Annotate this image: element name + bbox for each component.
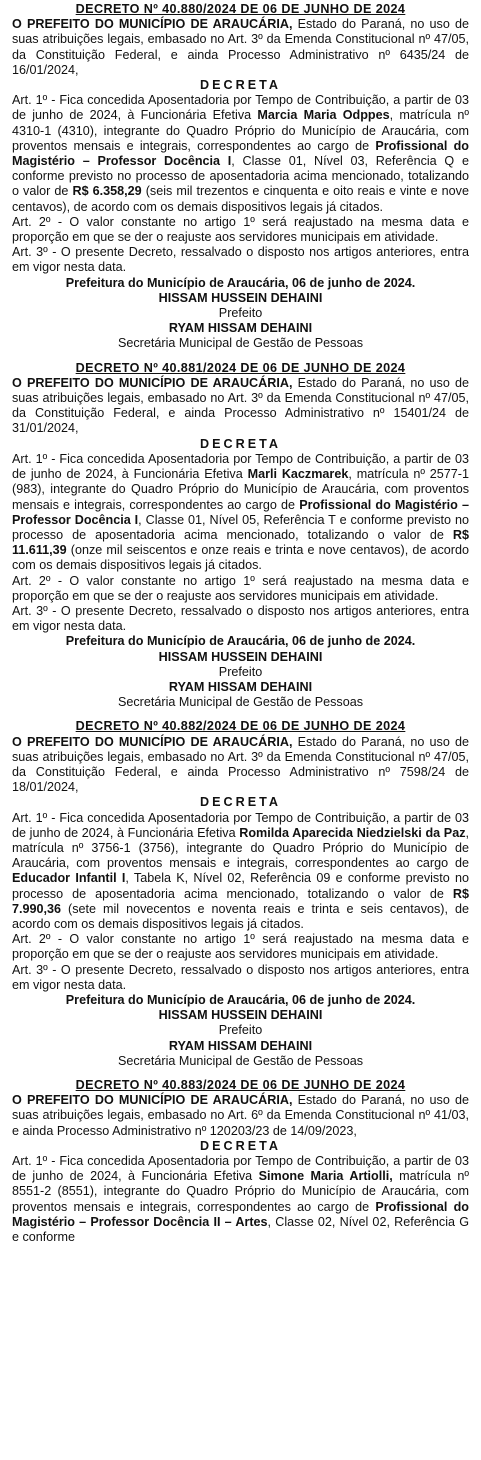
decree-title: DECRETO Nº 40.883/2024 DE 06 DE JUNHO DE 2024 [75,1078,406,1093]
article-1-text: Art. 1º - Fica concedida Aposentadoria por Tempo de Contribuição, a partir de 03 de junho de 2024, à Funcionária Efetiva [12,1154,469,1184]
article-2: Art. 2º - O valor constante no artigo 1º será reajustado na mesma data e proporção em que se der o reajuste aos servidores municipais em atividade. [12,214,469,245]
article-1-highlight: Profissional do Magistério – Professor Docência I [12,497,470,527]
decree-section [12,361,469,711]
article-1-text: matrícula nº 8551-2 (8551), integrante do Quadro Próprio do Município de Araucária, com proventos mensais e integrais, correspondentes ao cargo de [12,1169,469,1214]
article-1 [12,93,469,215]
decree-section [12,719,469,1069]
article-3: Art. 3º - O presente Decreto, ressalvado o disposto nos artigos anteriores, entra em vigor nesta data. [12,245,469,275]
decreta-heading: DECRETA [200,795,281,810]
signer-mayor-role: Prefeito [218,664,263,679]
preamble-authority: O PREFEITO DO MUNICÍPIO DE ARAUCÁRIA, [12,734,293,749]
decreta-heading: DECRETA [200,1138,281,1153]
article-1-highlight: Profissional do Magistério – Professor Docência II – Artes [12,1199,469,1229]
article-1-text: (onze mil seiscentos e onze reais e trinta e nove centavos), de acordo com os demais dispositivos legais já citados. [12,543,469,573]
decreta-heading: DECRETA [200,436,281,451]
place-date: Prefeitura do Município de Araucária, 06 de junho de 2024. [65,275,416,290]
preamble-authority: O PREFEITO DO MUNICÍPIO DE ARAUCÁRIA, [12,17,293,32]
article-1-text: Art. 1º - Fica concedida Aposentadoria por Tempo de Contribuição, a partir de 03 de junho de 2024, à Funcionária Efetiva [12,93,469,123]
article-1-text: (sete mil novecentos e noventa reais e trinta e seis centavos), de acordo com os demais dispositivos legais já citados. [12,901,469,931]
article-1 [12,811,469,933]
signer-mayor: HISSAM HUSSEIN DEHAINI [158,290,323,305]
article-3: Art. 3º - O presente Decreto, ressalvado o disposto nos artigos anteriores, entra em vigor nesta data. [12,603,469,634]
article-1-text: , matrícula nº 2577-1 (983), integrante do Quadro Próprio do Município de Araucária, com proventos mensais e integrais, correspondentes ao cargo de [12,467,470,512]
decree-preamble [12,735,469,796]
decree-preamble [12,1093,469,1139]
article-1-highlight: Profissional do Magistério – Professor Docência I [12,138,469,169]
decree-section [12,1078,469,1245]
preamble-text: Estado do Paraná, no uso de suas atribuições legais, embasado no Art. 6º da Emenda Constitucional nº 41/03, e ainda Processo Administrativo nº 120203/23 de 14/09/2023, [12,1093,470,1138]
article-1-text: , Tabela K, Nível 02, Referência 09 e conforme previsto no processo de aposentadoria acima mencionado, totalizando o valor de [12,871,469,901]
article-1-text: , matrícula nº 4310-1 (4310), integrante do Quadro Próprio do Município de Araucária, com proventos mensais e integrais, correspondentes ao cargo de [12,108,470,153]
article-1-highlight: Marcia Maria Odppes [257,108,390,123]
article-1-text: (seis mil trezentos e cinquenta e oito reais e vinte e nove centavos), de acordo com os demais dispositivos legais já citados. [12,184,469,214]
article-2: Art. 2º - O valor constante no artigo 1º será reajustado na mesma data e proporção em que se der o reajuste aos servidores municipais em atividade. [12,573,469,603]
signer-secretary-role: Secretária Municipal de Gestão de Pessoas [117,336,363,351]
preamble-text: Estado do Paraná, no uso de suas atribuições legais, embasado no Art. 3º da Emenda Constitucional nº 47/05, da Constituição Federal, e ainda Processo Administrativo nº 6435/24 de 16/01/2024, [12,17,470,77]
article-1-text: , matrícula nº 3756-1 (3756), integrante do Quadro Próprio do Município de Araucária, com proventos mensais e integrais, correspondentes ao cargo de [12,825,469,871]
signer-secretary: RYAM HISSAM DEHAINI [168,1038,313,1053]
article-1-highlight: Romilda Aparecida Niedzielski da Paz [239,825,466,840]
place-date: Prefeitura do Município de Araucária, 06 de junho de 2024. [65,993,416,1007]
signer-secretary-role: Secretária Municipal de Gestão de Pessoas [117,1053,363,1068]
place-date: Prefeitura do Município de Araucária, 06 de junho de 2024. [65,634,416,649]
article-1-highlight: R$ 6.358,29 [72,184,142,199]
decreta-heading: DECRETA [200,78,281,93]
article-1-text: Art. 1º - Fica concedida Aposentadoria por Tempo de Contribuição, a partir de 03 de junho de 2024, à Funcionária Efetiva [12,451,469,482]
article-3: Art. 3º - O presente Decreto, ressalvado o disposto nos artigos anteriores, entra em vigor nesta data. [12,962,469,992]
signer-mayor-role: Prefeito [218,1023,263,1038]
signer-secretary: RYAM HISSAM DEHAINI [168,679,313,694]
signer-mayor: HISSAM HUSSEIN DEHAINI [158,649,323,664]
preamble-authority: O PREFEITO DO MUNICÍPIO DE ARAUCÁRIA, [12,375,293,390]
decree-title: DECRETO Nº 40.882/2024 DE 06 DE JUNHO DE 2024 [75,719,406,734]
decree-preamble [12,17,469,78]
preamble-text: Estado do Paraná, no uso de suas atribuições legais, embasado no Art. 3º da Emenda Constitucional nº 47/05, da Constituição Federal, e ainda Processo Administrativo nº 7598/24 de 18/01/2024, [12,734,470,795]
article-1 [12,1154,469,1245]
article-1-highlight: R$ 7.990,36 [12,886,469,916]
decree-title: DECRETO Nº 40.881/2024 DE 06 DE JUNHO DE 2024 [75,360,406,375]
article-1-highlight: Simone Maria Artiolli, [258,1169,393,1184]
article-1 [12,452,469,574]
article-1-highlight: Marli Kaczmarek [247,467,349,482]
decree-title: DECRETO Nº 40.880/2024 DE 06 DE JUNHO DE 2024 [75,2,406,16]
signer-mayor-role: Prefeito [218,306,263,321]
article-1-text: , Classe 01, Nível 05, Referência T e conforme previsto no processo de aposentadoria acima mencionado, totalizando o valor de [12,512,469,542]
article-1-text: , Classe 02, Nível 02, Referência G e conforme [12,1214,469,1245]
signer-mayor: HISSAM HUSSEIN DEHAINI [158,1008,323,1023]
preamble-authority: O PREFEITO DO MUNICÍPIO DE ARAUCÁRIA, [12,1093,293,1108]
decree-section [12,2,469,352]
article-2: Art. 2º - O valor constante no artigo 1º será reajustado na mesma data e proporção em que se der o reajuste aos servidores municipais em atividade. [12,932,469,962]
signer-secretary: RYAM HISSAM DEHAINI [168,321,313,336]
article-1-highlight: R$ 11.611,39 [12,527,469,558]
article-1-highlight: Educador Infantil I [12,871,126,886]
article-1-text: Art. 1º - Fica concedida Aposentadoria por Tempo de Contribuição, a partir de 03 de junho de 2024, à Funcionária Efetiva [12,810,469,840]
preamble-text: Estado do Paraná, no uso de suas atribuições legais, embasado no Art. 3º da Emenda Constitucional nº 47/05, da Constituição Federal, e ainda Processo Administrativo nº 15401/24 de 31/01/2024, [12,375,470,436]
article-1-text: , Classe 01, Nível 03, Referência Q e conforme previsto no processo de aposentadoria acima mencionado, totalizando o valor de [12,154,469,199]
decree-preamble [12,376,469,437]
signer-secretary-role: Secretária Municipal de Gestão de Pessoas [117,695,363,710]
